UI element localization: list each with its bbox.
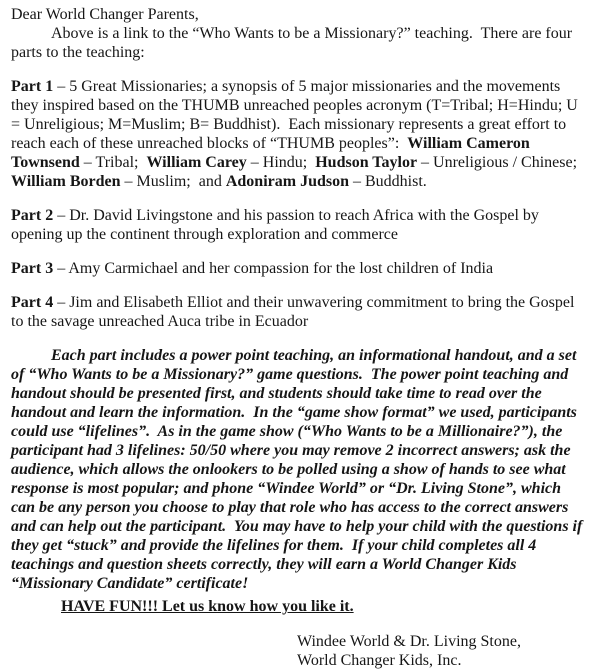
salutation: Dear World Changer Parents,: [11, 6, 199, 23]
part-3-paragraph: [11, 259, 585, 278]
part-4-label: Part 4: [11, 294, 54, 311]
part-4-paragraph: [11, 293, 585, 331]
part-1-text: – Muslim; and: [120, 173, 226, 190]
missionary-name-judson: Adoniram Judson: [225, 173, 349, 190]
missionary-name-carey: William Carey: [146, 154, 247, 171]
part-1-label: Part 1: [11, 78, 54, 95]
part-3-label: Part 3: [11, 260, 54, 277]
signature-block: [297, 632, 585, 670]
missionary-name-borden: William Borden: [11, 173, 121, 190]
part-2-label: Part 2: [11, 207, 54, 224]
part-1-paragraph: [11, 77, 585, 191]
closing-line: [61, 597, 585, 616]
part-1-text: – Unreligious / Chinese;: [417, 154, 582, 171]
missionary-name-townsend: William Cameron Townsend: [11, 135, 534, 171]
missionary-name-taylor: Hudson Taylor: [315, 154, 418, 171]
part-1-text: – Tribal;: [79, 154, 147, 171]
part-1-text: – 5 Great Missionaries; a synopsis of 5 major missionaries and the movements they inspired based on the THUMB unreached peoples acronym (T=Tribal; H=Hindu; U = Unreligious; M=Muslim; B= Buddhist). Each missionary represents a great effort to reach each of these unreached blocks of “THUMB peoples”:: [11, 78, 582, 152]
part-4-text: – Jim and Elisabeth Elliot and their unwavering commitment to bring the Gospel to the savage unreached Auca tribe in Ecuador: [11, 294, 579, 330]
part-1-text: – Hindu;: [246, 154, 316, 171]
part-2-text: – Dr. David Livingstone and his passion to reach Africa with the Gospel by opening up the continent through exploration and commerce: [11, 207, 543, 243]
details-paragraph: Each part includes a power point teaching, an informational handout, and a set of “Who Wants to be a Missionary?” game questions. The power point teaching and handout should be presented first, and students should take time to read over the handout and learn the information. In the “game show format” we used, participants could use “lifelines”. As in the game show (“Who Wants to be a Millionaire?”), the participant had 3 lifelines: 50/50 where you may remove 2 incorrect answers; ask the audience, which allows the onlookers to be polled using a show of hands to see what response is most popular; and phone “Windee World” or “Dr. Living Stone”, which can be any person you choose to play that role who has access to the correct answers and can help out the participant. You may have to help your child with the questions if they get “stuck” and provide the lifelines for them. If your child completes all 4 teachings and question sheets correctly, they will earn a World Changer Kids “Missionary Candidate” certificate!: [11, 347, 587, 592]
part-1-text: – Buddhist.: [349, 173, 427, 190]
intro-paragraph: Above is a link to the “Who Wants to be a Missionary?” teaching. There are four parts to the teaching:: [11, 25, 577, 61]
signature-line-1: Windee World & Dr. Living Stone,: [297, 633, 521, 650]
opening-block: [11, 5, 585, 62]
signature-line-2: World Changer Kids, Inc.: [297, 652, 462, 669]
closing-text: HAVE FUN!!! Let us know how you like it.: [61, 598, 354, 615]
part-3-text: – Amy Carmichael and her compassion for the lost children of India: [53, 260, 494, 277]
part-2-paragraph: [11, 206, 585, 244]
